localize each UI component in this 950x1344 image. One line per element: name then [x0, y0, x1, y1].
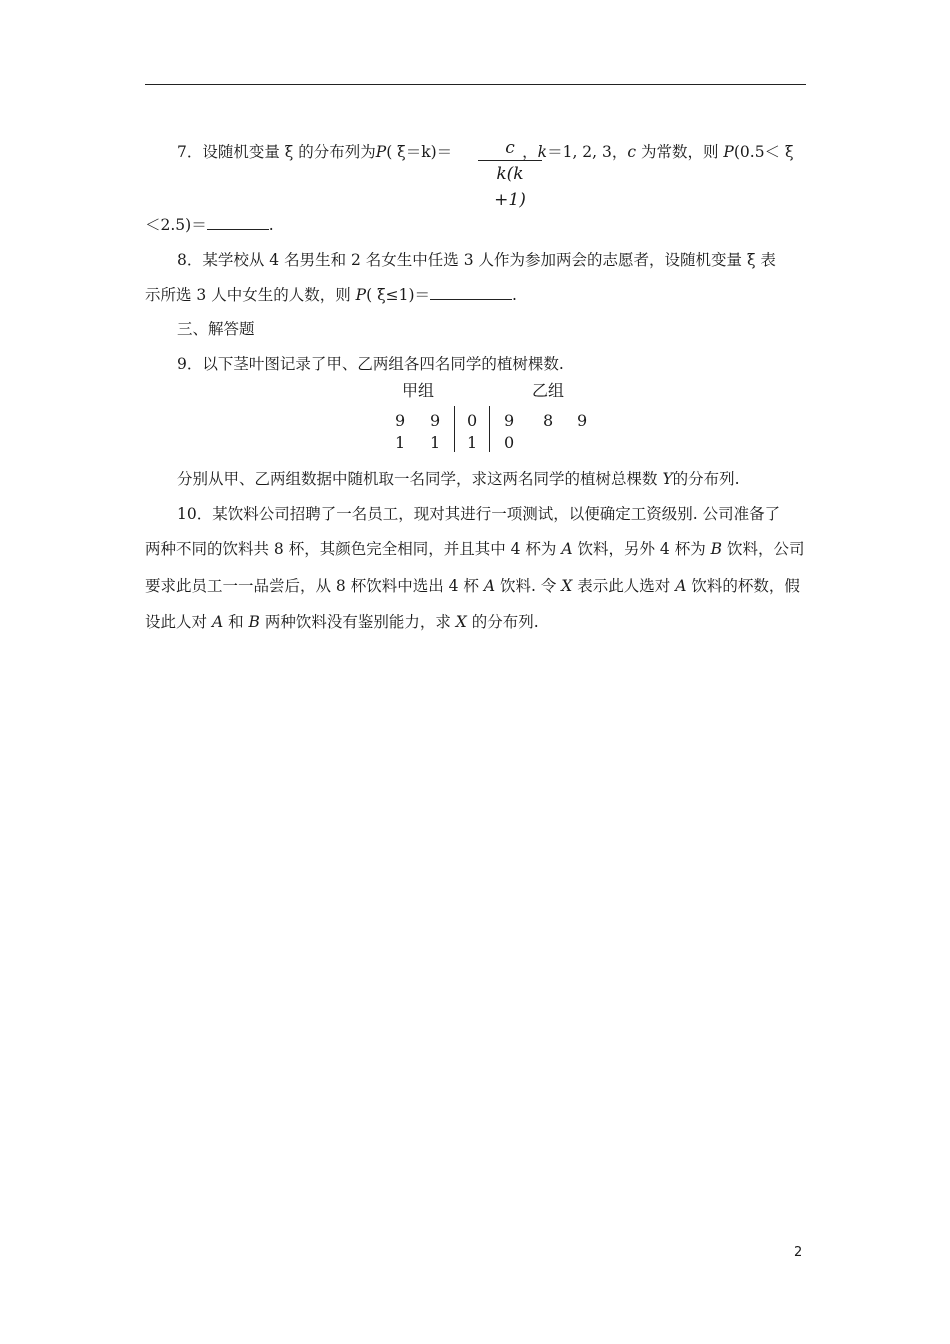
fraction-numerator: c [505, 138, 515, 158]
fraction-denominator: k(k +1) [494, 164, 526, 210]
q10-line-3: 要求此员工一一品尝后，从 8 杯饮料中选出 4 杯 A 饮料. 令 X 表示此人选对 A 饮料的杯数，假 [145, 577, 800, 595]
left-leaf: 9 [430, 411, 441, 430]
right-leaf: 9 [504, 411, 515, 430]
q9-intro: 9．以下茎叶图记录了甲、乙两组各四名同学的植树棵数. [177, 355, 564, 373]
q10-line-2: 两种不同的饮料共 8 杯，其颜色完全相同，并且其中 4 杯为 A 饮料，另外 4 杯为 B 饮料，公司 [145, 540, 805, 558]
q7-p-var: P [375, 143, 387, 161]
q7-k-var: k [537, 143, 548, 161]
q9-question: 分别从甲、乙两组数据中随机取一名同学，求这两名同学的植树总棵数 Y的分布列. [177, 470, 740, 488]
stem-divider-right [489, 406, 490, 452]
right-leaf: 0 [504, 433, 515, 452]
stem-value: 0 [467, 411, 478, 430]
left-group-header: 甲组 [402, 381, 435, 400]
q9-y-var: Y [662, 470, 673, 488]
q7-fraction [478, 136, 542, 210]
left-leaf: 1 [395, 433, 406, 452]
header-rule [145, 84, 806, 85]
left-leaf: 9 [395, 411, 406, 430]
q7-line-1: 7．设随机变量 ξ 的分布列为P( ξ＝k)＝ ，k＝1, 2, 3，c 为常数，则 P(0.5＜ ξ [177, 143, 794, 161]
q7-answer-blank[interactable] [207, 215, 269, 230]
stem-divider-left [454, 406, 455, 452]
q8-answer-blank[interactable] [430, 285, 512, 300]
right-group-header: 乙组 [532, 381, 565, 400]
q7-text-pre: 7．设随机变量 ξ 的分布列为 [177, 143, 376, 161]
stem-value: 1 [467, 433, 478, 452]
page-number: 2 [794, 1245, 803, 1260]
left-leaf: 1 [430, 433, 441, 452]
q7-c-var: c [627, 143, 637, 161]
right-leaf: 8 [543, 411, 554, 430]
right-leaf: 9 [577, 411, 588, 430]
q8-line-1: 8．某学校从 4 名男生和 2 名女生中任选 3 人作为参加两会的志愿者，设随机变量 ξ 表 [177, 251, 776, 269]
q7-text-mid: ( ξ＝k)＝ [386, 143, 453, 161]
section-title: 三、解答题 [177, 320, 255, 338]
q10-line-1: 10．某饮料公司招聘了一名员工，现对其进行一项测试，以便确定工资级别. 公司准备了 [177, 505, 781, 523]
q10-line-4: 设此人对 A 和 B 两种饮料没有鉴别能力，求 X 的分布列. [145, 613, 539, 631]
q8-line-2: 示所选 3 人中女生的人数，则 P( ξ≤1)＝ . [145, 286, 517, 304]
q7-line-2: ＜2.5)＝ . [145, 216, 274, 234]
